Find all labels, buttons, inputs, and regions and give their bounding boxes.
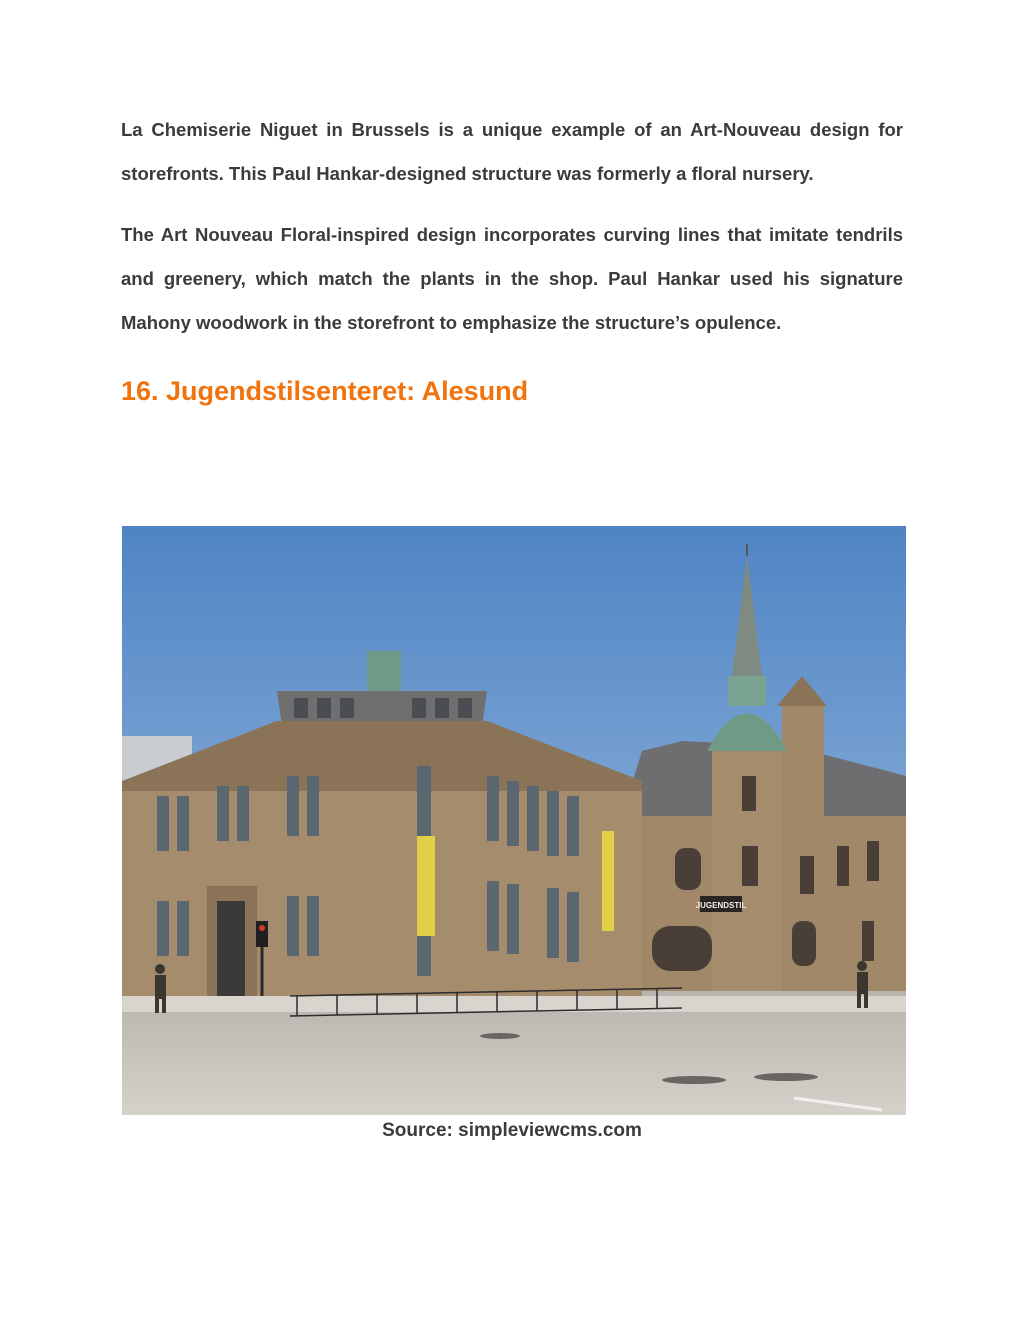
tower-lantern [728,676,766,706]
red-light [259,925,265,931]
paragraph-chemiserie-niguet: La Chemiserie Niguet in Brussels is a unique example of an Art-Nouveau design for storefronts. This Paul Hankar-designed structure was formerly a floral nursery. [121,119,903,184]
section-heading: 16. Jugendstilsenteret: Alesund [121,376,529,406]
jugendstilsenteret-photo [122,526,906,1115]
yellow-banner [417,836,435,936]
roof-cupola [367,651,401,691]
paragraph-art-nouveau-design: The Art Nouveau Floral-inspired design incorporates curving lines that imitate tendrils and greenery, which match the plants in the shop. Paul Hankar used his signature Mahony woodwork in the storefront to emphasize the structure’s opulence. [121,224,903,333]
manhole [480,1033,520,1039]
main-building-wall [122,781,642,996]
manhole [754,1073,818,1081]
jugendstil-sign-text: JUGENDSTIL [695,901,747,910]
roof-lantern [277,691,487,726]
yellow-banner [602,831,614,931]
sidewalk [122,996,906,1012]
entrance-door [217,901,245,996]
image-caption: Source: simpleviewcms.com [382,1120,642,1141]
article-body [121,108,903,411]
traffic-light [256,921,268,947]
building-illustration [122,526,906,1115]
manhole [662,1076,726,1084]
cornice [122,781,642,791]
gable-wall [782,706,824,816]
